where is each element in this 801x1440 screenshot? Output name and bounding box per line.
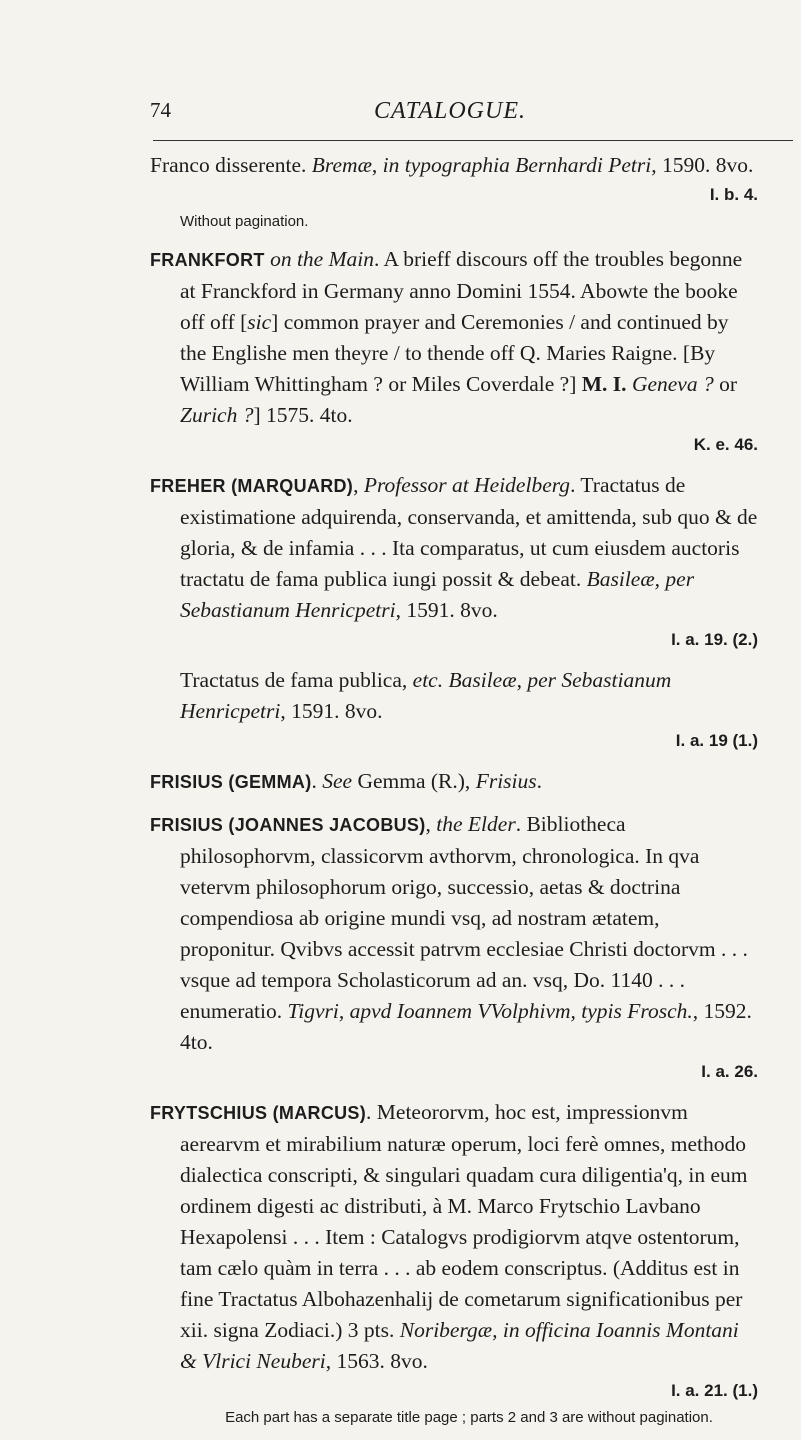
entry-imprint-place: Bremæ <box>311 153 372 177</box>
shelfmark: K. e. 46. <box>693 435 758 454</box>
entry-heading: FREHER (MARQUARD) <box>150 476 354 496</box>
entry-heading: FRANKFORT <box>150 250 265 270</box>
entry-crossref: Frisius <box>475 769 537 793</box>
entry-text: Franco disserente. <box>150 153 312 177</box>
entry-etc: etc. <box>412 668 444 692</box>
entry-text: , <box>371 153 383 177</box>
entry-qualifier: on the Main <box>270 247 374 271</box>
entry-text: , <box>425 812 437 836</box>
entry-imprint-printer: in typographia Bernhardi Petri <box>382 153 652 177</box>
shelfmark: I. a. 21. (1.) <box>671 1381 758 1400</box>
entry-franco <box>150 150 758 233</box>
entry-text: , <box>516 668 528 692</box>
entry-freher <box>150 470 758 654</box>
entry-sic: sic <box>247 310 272 334</box>
entry-text: ] 1575. 4to. <box>253 403 353 427</box>
entry-text: . Meteororvm, hoc est, impressionvm aerearvm et mirabilium naturæ operum, loci ferè omnes, methodo dialectica conscripti, & singulari quadam cura diligentia'q, in eum ordinem digesti ac distributi, à M. Marco Frytschio Lavbano Hexapolensi . . . Item : Catalogvs prodigiorvm atqve ostentorum, tam cælo quàm in terra . . . ab eodem conscriptus. (Additus est in fine Tractatus Albohazenhalij de cometarum significationibus per xii. signa Zodiaci.) 3 pts. <box>180 1100 748 1342</box>
entry-text: , 1592. 4to. <box>180 999 752 1054</box>
entry-note: Without pagination. <box>180 213 309 230</box>
entry-imprint-place: Zurich ? <box>180 403 254 427</box>
running-head <box>150 98 750 134</box>
entry-freher-tractatus <box>150 665 758 755</box>
entry-imprint: Tigvri, apvd Ioannem VVolphivm, typis Frosch. <box>287 999 693 1023</box>
entry-imprint: Basileæ, per Sebastianum Henricpetri <box>180 567 695 622</box>
entry-text: . Tractatus de existimatione adquirenda, conservanda, et amittenda, sub quo & de gloria, & de infamia . . . Ita comparatus, ut cum eiusdem auctoris tractatu de fama publica iungi possit & debeat. <box>180 473 758 591</box>
entry-imprint-place: Geneva ? <box>631 372 714 396</box>
entry-heading: FRISIUS (GEMMA) <box>150 772 312 792</box>
entry-text: Gemma (R.), <box>352 769 476 793</box>
running-title: CATALOGUE. <box>373 98 526 124</box>
entry-frankfort <box>150 244 758 459</box>
entry-frisius-gemma <box>150 766 758 798</box>
catalogue-body <box>150 150 758 1440</box>
header-rule <box>153 140 793 141</box>
shelfmark: I. a. 19 (1.) <box>675 731 758 750</box>
entry-heading: FRYTSCHIUS (MARCUS) <box>150 1103 367 1123</box>
entry-text: , <box>353 473 364 497</box>
entry-text: , 1591. 8vo. <box>395 598 498 622</box>
entry-heading: FRISIUS (JOANNES JACOBUS) <box>150 815 426 835</box>
entry-text: . Bibliotheca philosophorvm, classicorvm avthorvm, chronologica. In qva vetervm philosophorum origo, successio, aetas & doctrina compendiosa ab origine mundi vsq, ad nostram ætatem, proponitur. Qvibvs accessit patrvm ecclesiae Christi doctorvm . . . vsque ad tempora Scholasticorum ad an. vsq, Do. 1140 . . . enumeratio. <box>180 812 748 1023</box>
entry-text: , 1590. 8vo. <box>651 153 754 177</box>
entry-text: ] common prayer and Ceremonies / and continued by the Englishe men theyre / to thende off Q. Maries Raigne. [By William Whittingham ? or Miles Coverdale ?] <box>180 310 729 396</box>
entry-text: , 1563. 8vo. <box>325 1349 428 1373</box>
shelfmark: I. a. 19. (2.) <box>671 630 758 649</box>
page-number: 74 <box>150 98 171 122</box>
entry-see: See <box>322 769 353 793</box>
entry-frisius-joannes <box>150 809 758 1086</box>
entry-text: . <box>536 769 542 793</box>
entry-printer-initials: M. I. <box>581 372 627 396</box>
shelfmark: I. b. 4. <box>709 185 758 204</box>
entry-imprint-printer: per Sebastianum Henricpetri <box>180 668 672 723</box>
entry-note: Each part has a separate title page ; parts 2 and 3 are without pagination. <box>225 1409 713 1426</box>
entry-qualifier: the Elder <box>436 812 516 836</box>
entry-text: . <box>311 769 323 793</box>
entry-text: Tractatus de fama publica, <box>180 668 413 692</box>
entry-text: , 1591. 8vo. <box>280 699 383 723</box>
entry-frytschius <box>150 1097 758 1429</box>
entry-text: or <box>713 372 738 396</box>
entry-text: . A brieff discours off the troubles begonne at Franckford in Germany anno Domini 1554. Abowte the booke off off [ <box>180 247 743 334</box>
entry-imprint: Noribergæ, in officina Ioannis Montani & Vlrici Neuberi <box>180 1318 739 1373</box>
entry-qualifier: Professor at Heidelberg <box>363 473 571 497</box>
entry-imprint-place: Basileæ <box>448 668 517 692</box>
shelfmark: I. a. 26. <box>701 1062 758 1081</box>
